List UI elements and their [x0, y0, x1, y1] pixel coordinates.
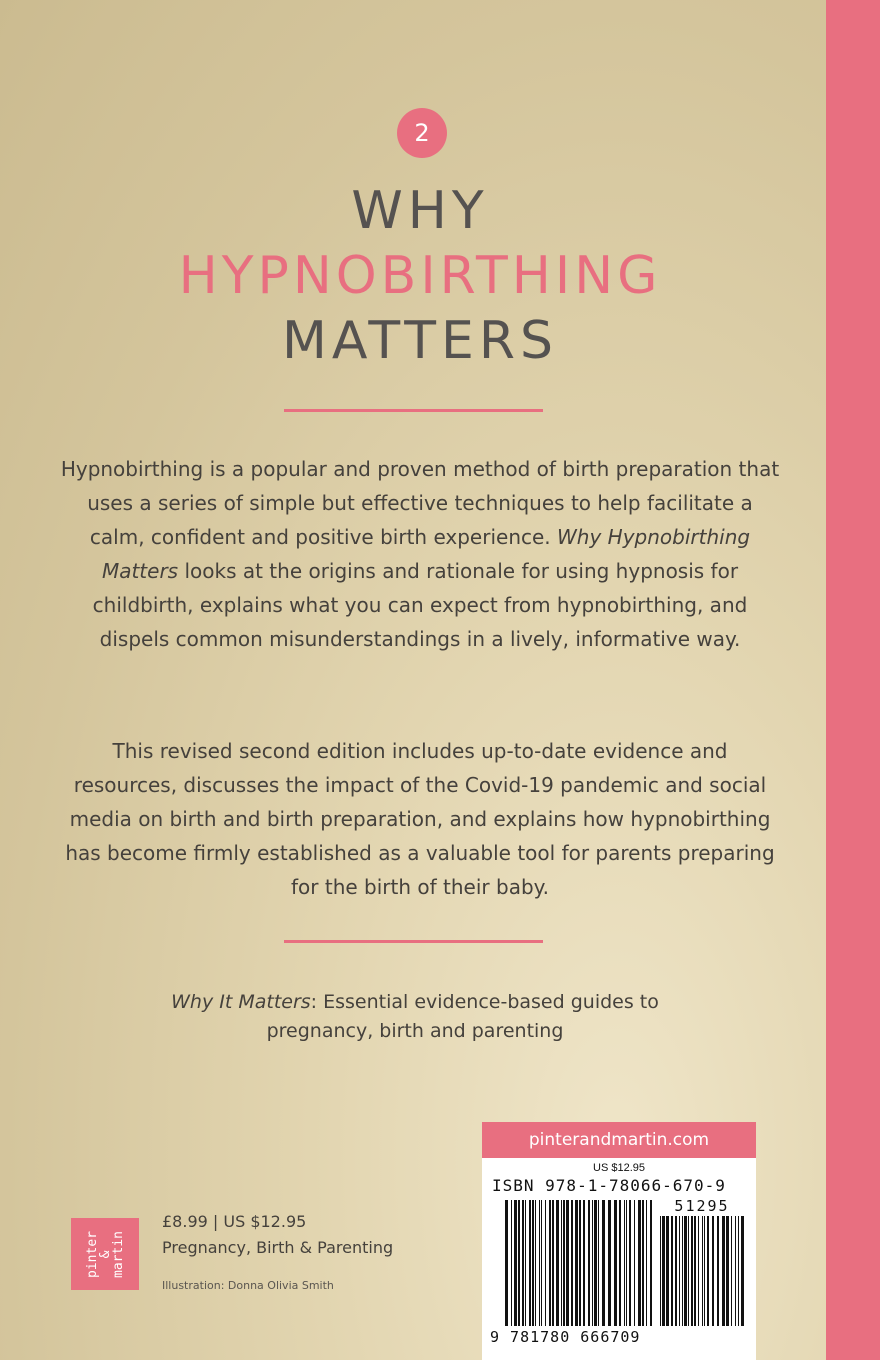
publisher-website-link[interactable]: pinterandmartin.com [482, 1122, 756, 1158]
isbn-text: ISBN 978-1-78066-670-9 [492, 1176, 726, 1195]
barcode-panel [482, 1158, 756, 1360]
series-name: Why It Matters [171, 991, 311, 1013]
blurb-paragraph-1 [60, 452, 780, 656]
series-description: : Essential evidence-based guides to pregnancy, birth and parenting [266, 991, 659, 1042]
divider-bottom [284, 940, 543, 943]
publisher-logo-text: pinter & martin [84, 1230, 126, 1278]
barcode-bar [545, 1200, 546, 1326]
barcode-bar [532, 1200, 534, 1326]
barcode-bar [660, 1216, 661, 1326]
barcode-bar [563, 1200, 565, 1326]
divider-top [284, 409, 543, 412]
category-text: Pregnancy, Birth & Parenting [162, 1238, 394, 1257]
barcode-bar [634, 1200, 635, 1326]
barcode-bar [638, 1200, 641, 1326]
barcode-bar [712, 1216, 714, 1326]
barcode-bar [594, 1200, 597, 1326]
barcode-bar [556, 1200, 559, 1326]
barcode-bar [511, 1200, 512, 1326]
barcode-bar [738, 1216, 739, 1326]
barcode-bar [588, 1200, 590, 1326]
blurb-paragraph-2: This revised second edition includes up-to-date evidence and resources, discusses the impact of the Covid-19 pandemic and social media on birth and birth preparation, and explains how hypnobirthing has become firmly established as a valuable tool for parents preparing for the birth of their baby. [65, 739, 775, 899]
barcode-bar [535, 1200, 536, 1326]
barcode-bar [608, 1200, 611, 1326]
barcode-bar [671, 1216, 673, 1326]
barcode-bar [541, 1200, 542, 1326]
barcode-bar [702, 1216, 703, 1326]
blurb-p1-end: looks at the origins and rationale for using hypnosis for childbirth, explains what you can expect from hypnobirthing, and dispels common misunderstandings in a lively, informative way. [92, 559, 748, 651]
barcode-bar [529, 1200, 531, 1326]
barcode-bar [583, 1200, 585, 1326]
barcode-bar [650, 1200, 652, 1326]
barcode-bar [614, 1200, 617, 1326]
barcode-bar [598, 1200, 599, 1326]
barcode-bar [549, 1200, 551, 1326]
barcode-bar [505, 1200, 508, 1326]
illustration-credit: Illustration: Donna Olivia Smith [162, 1279, 334, 1292]
barcode-bar [619, 1200, 621, 1326]
barcode-bar [624, 1200, 625, 1326]
ean-barcode-bars [505, 1200, 655, 1326]
barcode-price: US $12.95 [593, 1162, 645, 1174]
barcode-bar [688, 1216, 689, 1326]
barcode-bar [561, 1200, 562, 1326]
addon-barcode-bars [660, 1216, 744, 1326]
volume-number-badge: 2 [397, 108, 447, 158]
barcode-bar [666, 1216, 669, 1326]
barcode-bar [682, 1216, 683, 1326]
title-line-matters: MATTERS [281, 311, 558, 371]
barcode-bar [571, 1200, 573, 1326]
blurb-p1-book-title: Why Hypnobirthing Matters [101, 525, 751, 583]
barcode-bar [525, 1200, 526, 1326]
barcode-bar [698, 1216, 699, 1326]
blurb-p1-start: Hypnobirthing is a popular and proven method of birth preparation that uses a series of simple but effective techniques to help facilitate a calm, confident and positive birth experience. [60, 457, 780, 549]
title-line-hypnobirthing: HYPNOBIRTHING [178, 246, 662, 306]
barcode-bar [726, 1216, 729, 1326]
price-text: £8.99 | US $12.95 [162, 1212, 307, 1231]
barcode-bar [691, 1216, 693, 1326]
barcode-bar [646, 1200, 647, 1326]
barcode-bar [514, 1200, 517, 1326]
barcode-bar [704, 1216, 705, 1326]
title-line-why: WHY [351, 181, 489, 241]
barcode-bar [522, 1200, 524, 1326]
addon-digits: 51295 [674, 1197, 730, 1215]
barcode-bar [675, 1216, 677, 1326]
barcode-bar [575, 1200, 578, 1326]
barcode-bar [735, 1216, 736, 1326]
barcode-bar [717, 1216, 719, 1326]
barcode-bar [602, 1200, 605, 1326]
barcode-bar [684, 1216, 687, 1326]
publisher-logo [71, 1218, 139, 1290]
barcode-bar [707, 1216, 709, 1326]
barcode-bar [552, 1200, 554, 1326]
barcode-bar [592, 1200, 593, 1326]
barcode-bar [518, 1200, 520, 1326]
barcode-bar [679, 1216, 680, 1326]
barcode-bar [694, 1216, 696, 1326]
barcode-bar [626, 1200, 627, 1326]
ean-digits: 9 781780 666709 [490, 1328, 641, 1346]
barcode-bar [566, 1200, 569, 1326]
barcode-bar [629, 1200, 631, 1326]
series-tagline [130, 988, 700, 1046]
barcode-bar [642, 1200, 644, 1326]
barcode-bar [662, 1216, 665, 1326]
barcode-bar [579, 1200, 581, 1326]
barcode-bar [722, 1216, 725, 1326]
barcode-bar [741, 1216, 744, 1326]
barcode-bar [731, 1216, 732, 1326]
barcode-bar [539, 1200, 540, 1326]
